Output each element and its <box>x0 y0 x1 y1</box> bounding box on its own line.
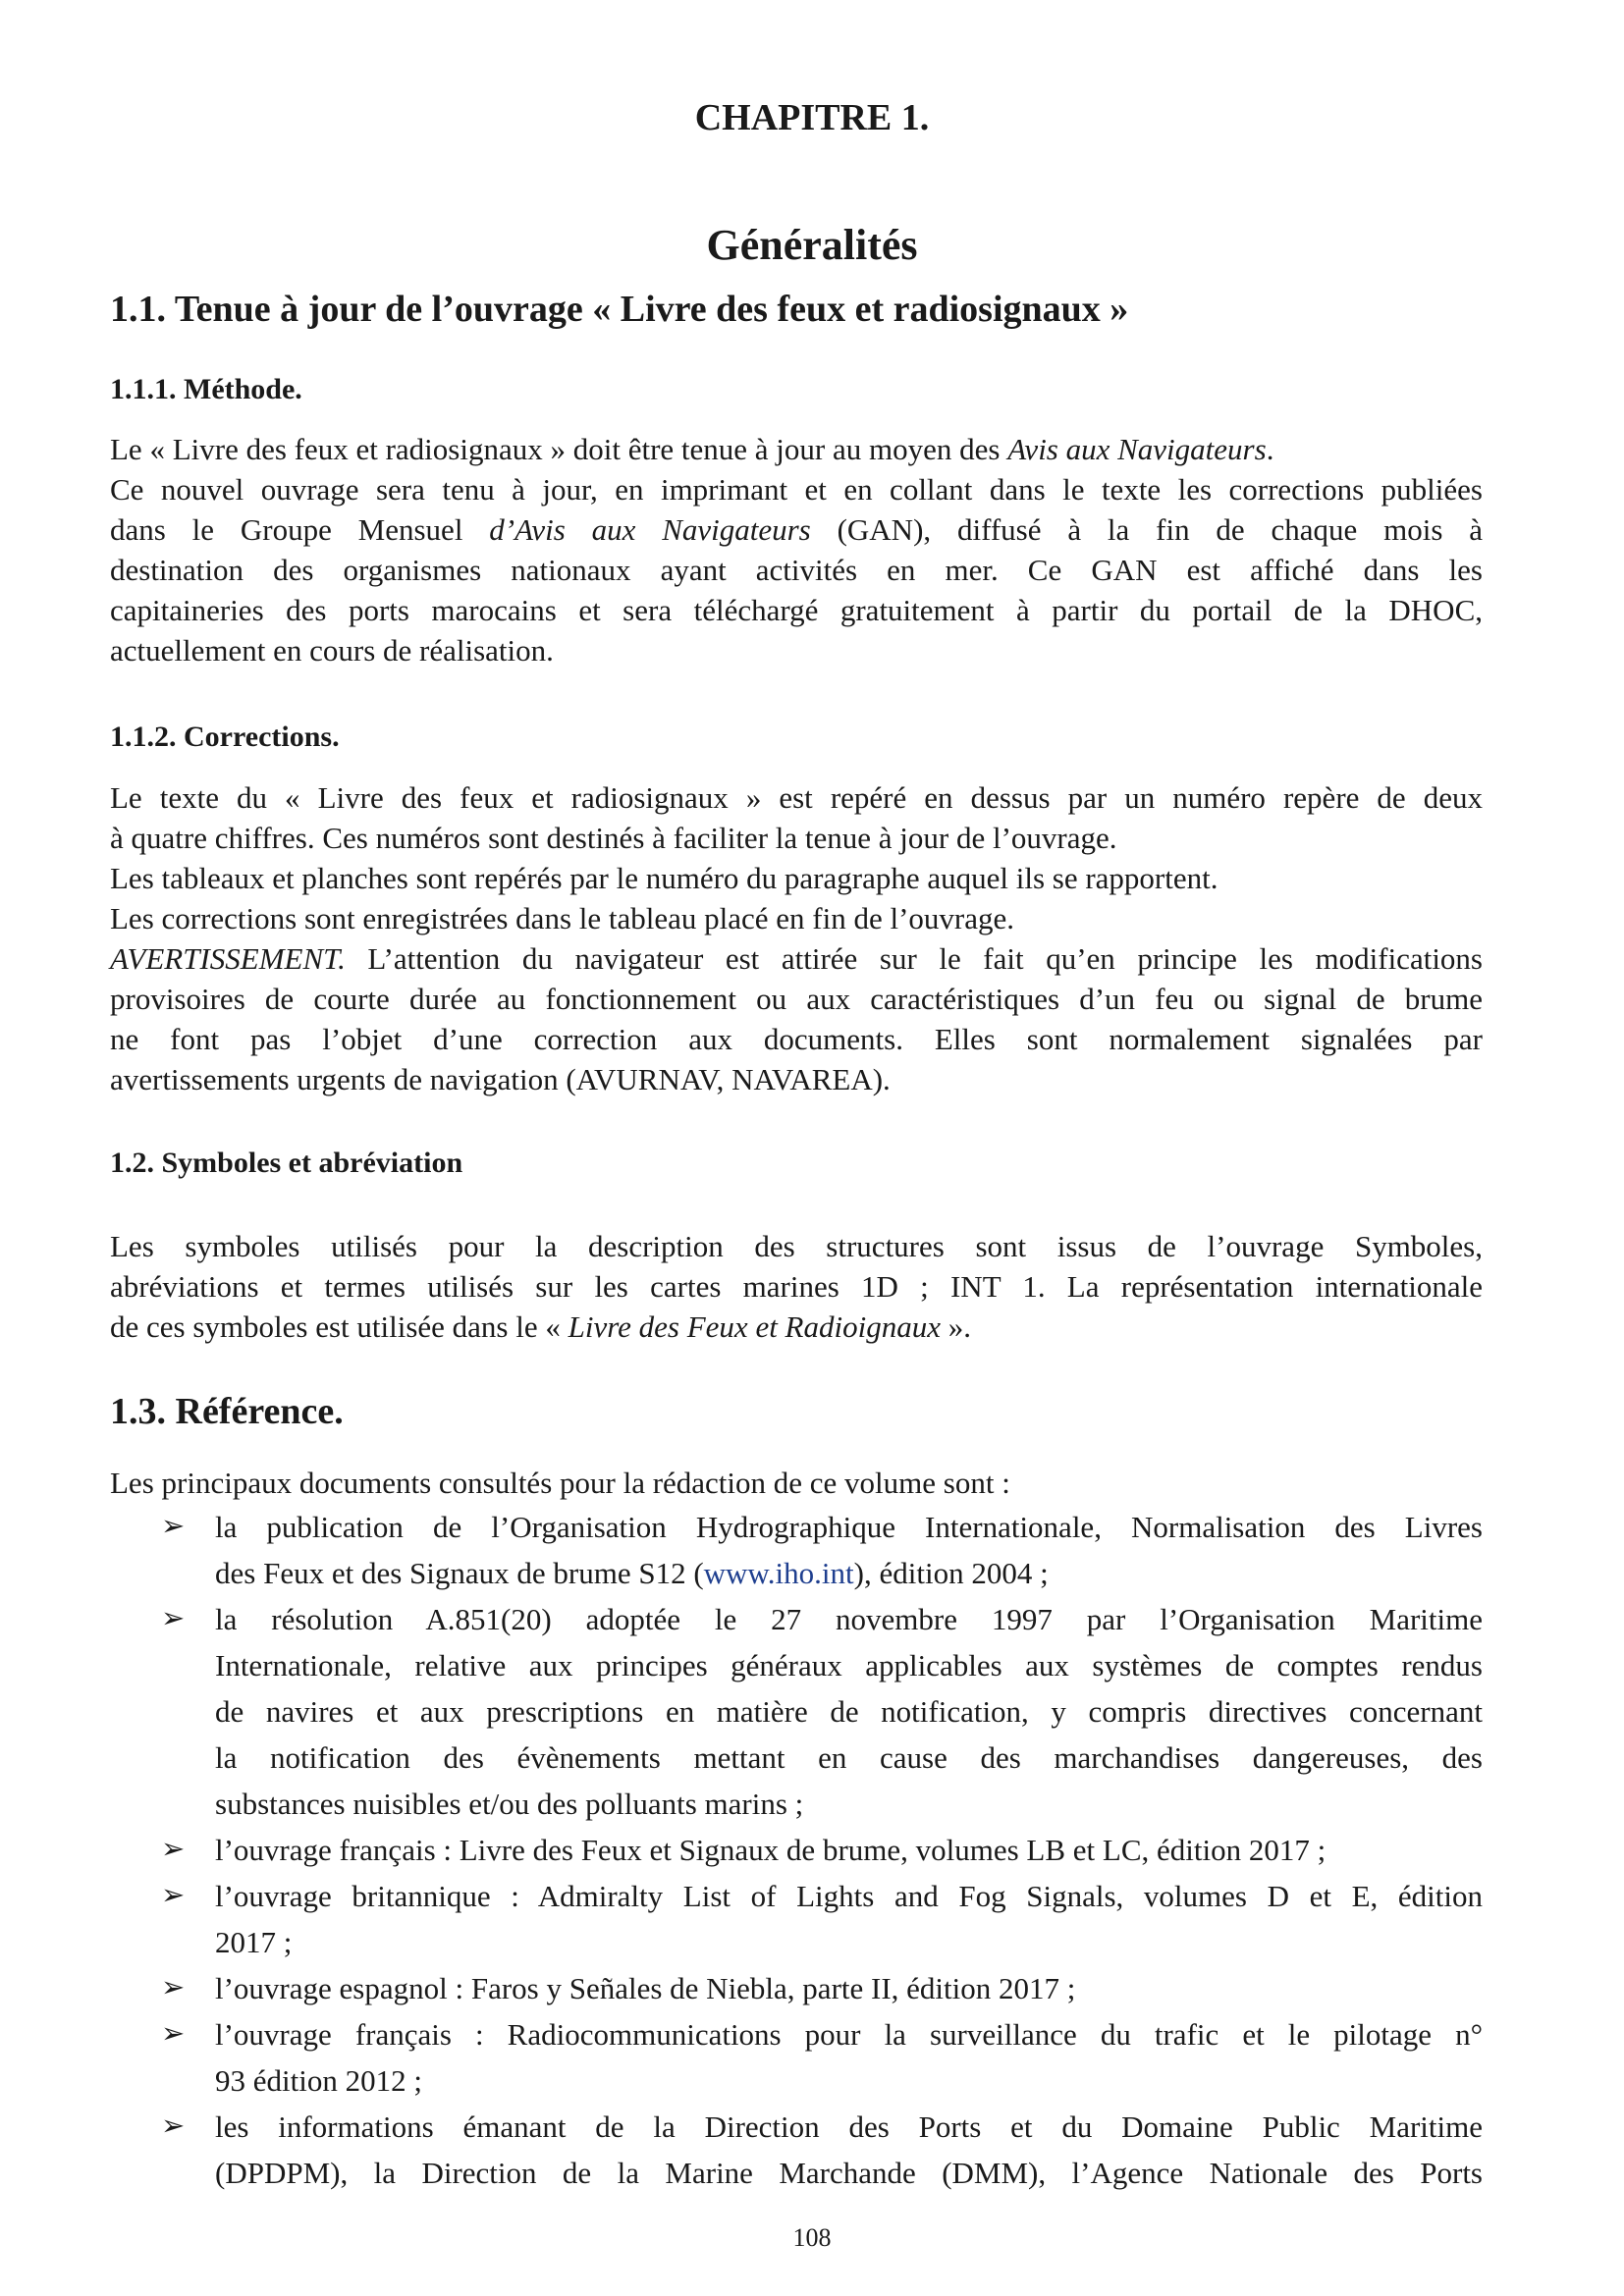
references-list <box>110 1504 1483 2196</box>
text-line: Les symboles utilisés pour la description des structures sont issus de l’ouvrage Symboles, <box>110 1229 1483 1263</box>
text-line: substances nuisibles et/ou des polluants marins ; <box>215 1787 804 1821</box>
text-line: Les corrections sont enregistrées dans le tableau placé en fin de l’ouvrage. <box>110 901 1015 935</box>
list-item <box>110 1827 1483 1873</box>
text-line: Les tableaux et planches sont repérés par le numéro du paragraphe auquel ils se rapportent. <box>110 861 1218 895</box>
arrow-bullet-icon: ➢ <box>161 1603 186 1634</box>
italic-text: AVERTISSEMENT. <box>110 941 346 976</box>
italic-text: Livre des Feux et Radioignaux <box>568 1309 941 1344</box>
paragraph-corrections <box>110 777 1483 1099</box>
references-intro <box>110 1463 1483 1503</box>
text-line: l’ouvrage français : Radiocommunications pour la surveillance du trafic et le pilotage n° <box>215 2017 1483 2052</box>
text-line: de navires et aux prescriptions en matière de notification, y compris directives concernant <box>215 1694 1483 1729</box>
text-line: Ce nouvel ouvrage sera tenu à jour, en imprimant et en collant dans le texte les corrections publiées <box>110 472 1483 507</box>
arrow-bullet-icon: ➢ <box>161 2110 186 2142</box>
text-line: 2017 ; <box>215 1925 293 1959</box>
subsection-heading-1-1-1: 1.1.1. Méthode. <box>110 373 302 405</box>
text-line: dans le Groupe Mensuel d’Avis aux Navigateurs (GAN), diffusé à la fin de chaque mois à <box>110 512 1484 547</box>
italic-text: d’Avis aux Navigateurs <box>489 512 811 547</box>
section-heading-1-1: 1.1. Tenue à jour de l’ouvrage « Livre des feux et radiosignaux » <box>110 289 1129 330</box>
text-line: les informations émanant de la Direction des Ports et du Domaine Public Maritime <box>215 2109 1483 2144</box>
arrow-bullet-icon: ➢ <box>161 2018 186 2050</box>
arrow-bullet-icon: ➢ <box>161 1972 186 2003</box>
text-line: 93 édition 2012 ; <box>215 2063 422 2098</box>
section-heading-1-3: 1.3. Référence. <box>110 1391 344 1432</box>
list-item <box>110 1504 1483 1596</box>
iho-link[interactable]: www.iho.int <box>703 1556 854 1590</box>
text-line: ne font pas l’objet d’une correction aux documents. Elles sont normalement signalées par <box>110 1022 1483 1056</box>
text-line: Internationale, relative aux principes généraux applicables aux systèmes de comptes rendus <box>215 1648 1483 1682</box>
text-line: la publication de l’Organisation Hydrographique Internationale, Normalisation des Livres <box>215 1510 1483 1544</box>
text-line: avertissements urgents de navigation (AVURNAV, NAVAREA). <box>110 1062 891 1096</box>
list-item <box>110 1596 1483 1827</box>
text-line: l’ouvrage britannique : Admiralty List of Lights and Fog Signals, volumes D et E, édition <box>215 1879 1483 1913</box>
text-line: Le « Livre des feux et radiosignaux » doit être tenue à jour au moyen des Avis aux Navigateurs. <box>110 432 1274 466</box>
text-line: destination des organismes nationaux ayant activités en mer. Ce GAN est affiché dans les <box>110 553 1483 587</box>
text-line: la notification des évènements mettant en cause des marchandises dangereuses, des <box>215 1740 1483 1775</box>
text-line: abréviations et termes utilisés sur les cartes marines 1D ; INT 1. La représentation internationale <box>110 1269 1483 1304</box>
text-line: l’ouvrage français : Livre des Feux et Signaux de brume, volumes LB et LC, édition 2017 ; <box>215 1833 1326 1867</box>
list-item <box>110 2104 1483 2196</box>
text-line: actuellement en cours de réalisation. <box>110 633 554 667</box>
paragraph-methode <box>110 429 1483 670</box>
arrow-bullet-icon: ➢ <box>161 1880 186 1911</box>
section-heading-1-2: 1.2. Symboles et abréviation <box>110 1147 463 1179</box>
paragraph-symboles <box>110 1226 1483 1347</box>
text-line: la résolution A.851(20) adoptée le 27 novembre 1997 par l’Organisation Maritime <box>215 1602 1483 1636</box>
text-line: Les principaux documents consultés pour la rédaction de ce volume sont : <box>110 1466 1010 1500</box>
text-line: AVERTISSEMENT. L’attention du navigateur est attirée sur le fait qu’en principe les modifications <box>110 941 1483 976</box>
chapter-subtitle: Généralités <box>706 221 918 269</box>
italic-text: Avis aux Navigateurs <box>1007 432 1267 466</box>
text-line: Le texte du « Livre des feux et radiosignaux » est repéré en dessus par un numéro repère de deux <box>110 780 1483 815</box>
arrow-bullet-icon: ➢ <box>161 1511 186 1542</box>
subsection-heading-1-1-2: 1.1.2. Corrections. <box>110 721 340 753</box>
chapter-title: CHAPITRE 1. <box>694 97 930 138</box>
arrow-bullet-icon: ➢ <box>161 1834 186 1865</box>
text-line: (DPDPM), la Direction de la Marine Marchande (DMM), l’Agence Nationale des Ports <box>215 2156 1483 2190</box>
list-item <box>110 1873 1483 1965</box>
list-item <box>110 2011 1483 2104</box>
list-item <box>110 1965 1483 2011</box>
text-line: des Feux et des Signaux de brume S12 (www.iho.int), édition 2004 ; <box>215 1556 1049 1590</box>
text-line: à quatre chiffres. Ces numéros sont destinés à faciliter la tenue à jour de l’ouvrage. <box>110 821 1117 855</box>
text-line: provisoires de courte durée au fonctionnement ou aux caractéristiques d’un feu ou signal de brume <box>110 982 1483 1016</box>
text-line: l’ouvrage espagnol : Faros y Señales de Niebla, parte II, édition 2017 ; <box>215 1971 1076 2005</box>
text-line: capitaineries des ports marocains et sera téléchargé gratuitement à partir du portail de la DHOC, <box>110 593 1483 627</box>
text-line: de ces symboles est utilisée dans le « Livre des Feux et Radioignaux ». <box>110 1309 971 1344</box>
page-number: 108 <box>792 2223 832 2252</box>
